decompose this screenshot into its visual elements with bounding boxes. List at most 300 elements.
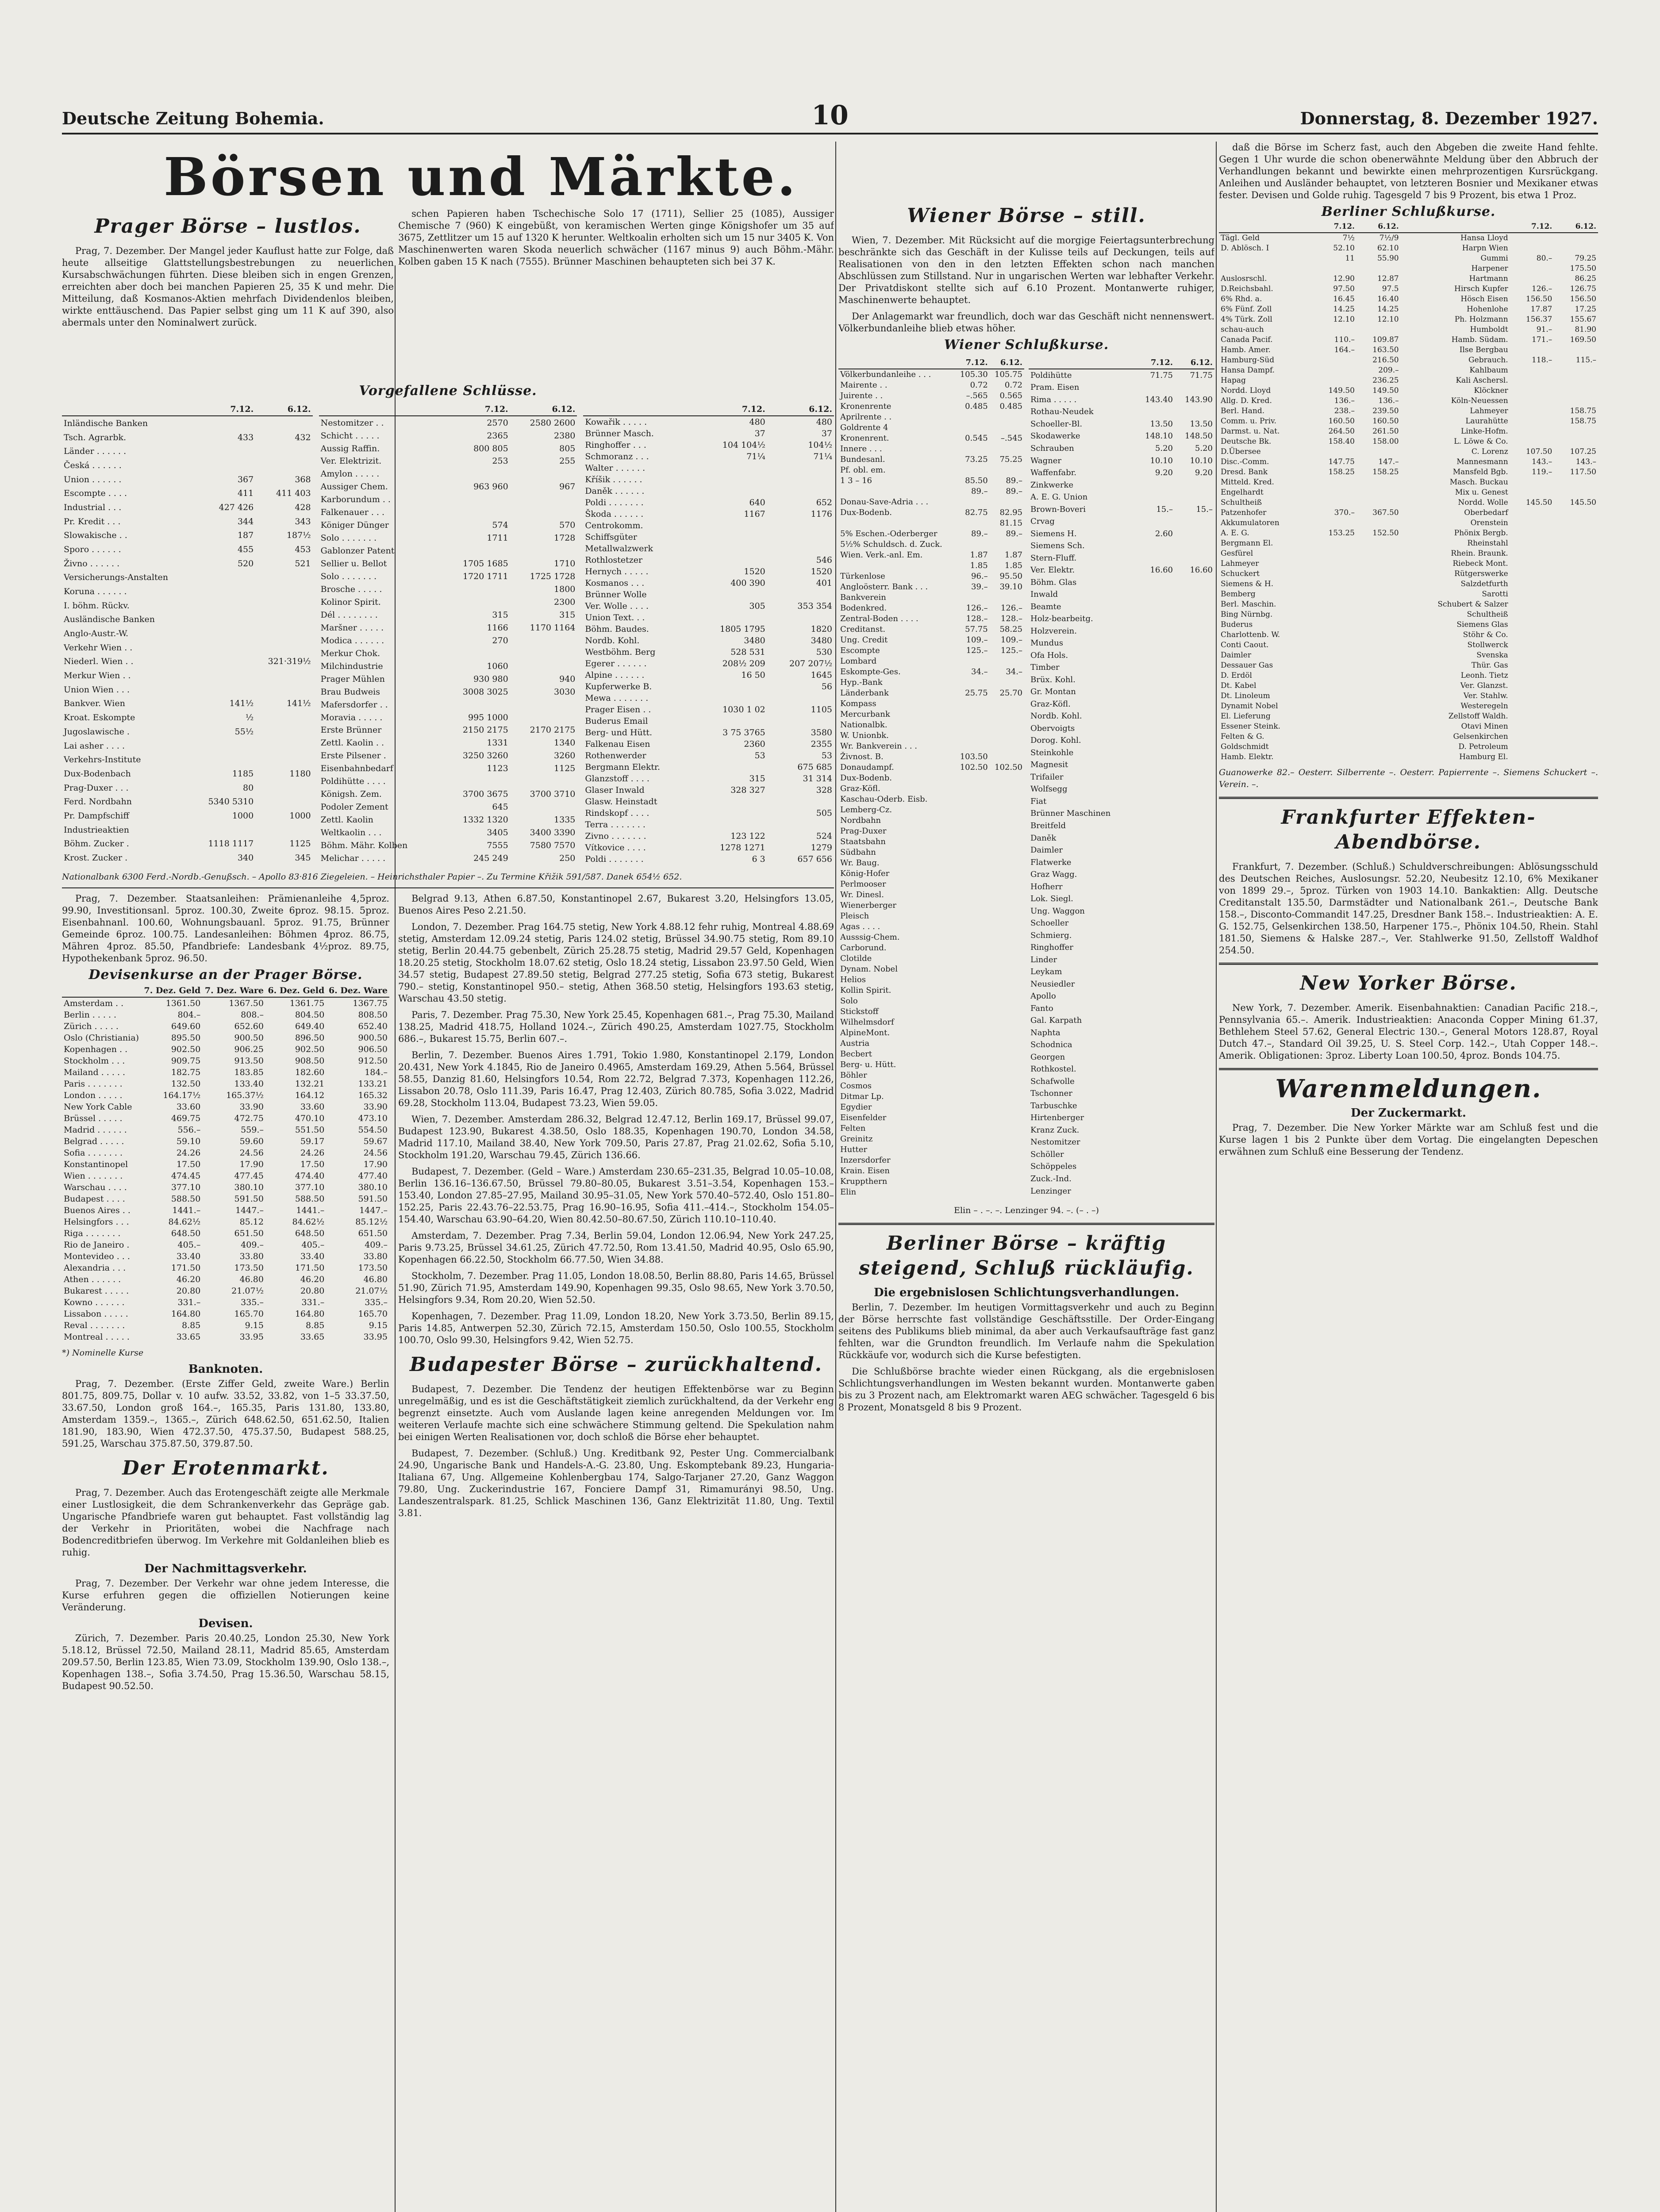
table-row	[1029, 1064, 1214, 1076]
table-cell: Mafersdorfer . .	[320, 699, 388, 710]
table-cell: Terra . . . . . . .	[585, 820, 646, 830]
table-row	[1029, 1014, 1214, 1027]
table-cell: 2365	[487, 430, 508, 441]
berliner-subtitle: Die ergebnislosen Schlichtungsverhandlungen.	[873, 1286, 1180, 1299]
table-row	[319, 788, 577, 801]
table-row	[838, 412, 1024, 422]
table-cell: Versicherungs-Anstalten	[64, 572, 169, 583]
table-cell: Rothau-Neudek	[1030, 407, 1094, 417]
table-cell: 1 3 – 16	[840, 476, 872, 485]
table-cell	[1312, 630, 1356, 640]
table-cell: Brüx. Kohl.	[1030, 675, 1076, 684]
table-cell	[1510, 406, 1554, 416]
table-cell: Poldi . . . . . . .	[585, 498, 644, 507]
table-cell: Eskompte-Ges.	[840, 667, 901, 676]
table-cell	[955, 1155, 989, 1166]
table-cell	[990, 497, 1024, 507]
table-cell: Wr. Baug.	[840, 858, 880, 868]
table-cell: 1118 1117	[208, 839, 254, 849]
table-cell: Hartmann	[1469, 274, 1508, 283]
table-cell	[955, 412, 989, 422]
table-cell	[1554, 742, 1598, 752]
table-cell	[195, 739, 255, 753]
table-cell: Deutsche Bk.	[1221, 437, 1272, 446]
table-row	[1029, 491, 1214, 503]
table-cell: Holz-bearbeitg.	[1030, 614, 1093, 624]
table-row	[838, 656, 1024, 667]
table-row	[1029, 1124, 1214, 1137]
table-row	[838, 953, 1024, 964]
table-row	[319, 647, 577, 660]
table-cell: 33.65	[176, 1332, 201, 1342]
table-cell	[1135, 881, 1175, 893]
table-cell	[1510, 661, 1554, 671]
table-cell: 411 403	[276, 488, 311, 499]
table-row	[1219, 294, 1598, 304]
table-cell	[510, 647, 577, 660]
table-cell: 331.–	[301, 1298, 325, 1307]
col-header: 6.12.	[1356, 221, 1401, 233]
table-row	[1029, 430, 1214, 443]
table-row	[1029, 771, 1214, 783]
table-row	[1219, 549, 1598, 559]
table-cell	[510, 698, 577, 711]
table-cell: Weltkaolin . . .	[320, 828, 382, 838]
table-cell: 9.15	[369, 1321, 388, 1330]
table-cell	[990, 677, 1024, 688]
table-cell	[1554, 386, 1598, 396]
table-cell	[990, 444, 1024, 454]
table-row	[1219, 630, 1598, 640]
table-cell: C. Lorenz	[1471, 447, 1508, 456]
table-row	[838, 688, 1024, 699]
table-row	[1219, 610, 1598, 620]
table-cell: 469.75	[171, 1114, 201, 1123]
table-cell: Sellier u. Bellot	[320, 559, 387, 569]
table-row	[1029, 540, 1214, 552]
table-row	[838, 454, 1024, 465]
table-cell: Hösch Eisen	[1460, 295, 1508, 303]
table-cell	[1356, 264, 1401, 274]
table-cell: 261.50	[1372, 427, 1399, 436]
table-cell: 4% Türk. Zoll	[1221, 315, 1272, 324]
table-cell	[1175, 1173, 1214, 1185]
table-cell	[767, 474, 834, 485]
table-cell: Metallwalzwerk	[585, 544, 653, 553]
table-cell: Berg- u. Hütt.	[840, 1060, 896, 1069]
table-cell	[195, 613, 255, 627]
table-cell: Dél . . . . . . . .	[320, 610, 378, 620]
table-row	[1029, 1051, 1214, 1064]
table-row	[838, 582, 1024, 592]
table-cell	[1175, 929, 1214, 942]
table-cell	[255, 641, 312, 655]
table-cell: Rio de Janeiro .	[64, 1240, 130, 1250]
table-cell: Rothkostel.	[1030, 1064, 1076, 1074]
table-cell	[1175, 686, 1214, 699]
table-cell: Thür. Gas	[1471, 661, 1508, 670]
table-row	[319, 608, 577, 621]
table-cell	[1175, 856, 1214, 869]
table-cell: 321·319½	[268, 657, 311, 667]
table-cell	[1554, 426, 1598, 437]
table-cell: Kříšik . . . . . .	[585, 475, 642, 484]
table-cell	[195, 683, 255, 697]
table-cell: Solo	[840, 996, 858, 1006]
table-cell: 158.75	[1570, 417, 1596, 426]
table-row	[319, 621, 577, 634]
table-cell: 147.75	[1328, 457, 1355, 466]
table-cell: Hyp.-Bank	[840, 678, 883, 687]
table-row	[583, 704, 834, 715]
table-cell	[1175, 1039, 1214, 1052]
table-cell: 2355	[811, 739, 832, 749]
table-cell	[767, 589, 834, 600]
table-cell	[1135, 1088, 1175, 1100]
table-cell	[1356, 671, 1401, 681]
table-row	[62, 1251, 389, 1262]
table-cell	[1554, 376, 1598, 386]
table-cell	[1175, 1185, 1214, 1198]
table-cell: Canada Pacif.	[1221, 335, 1273, 344]
table-cell: 153.25	[1328, 529, 1355, 538]
table-cell: 315	[559, 610, 576, 620]
table-cell: 930 980	[473, 674, 508, 684]
table-cell	[255, 683, 312, 697]
table-row	[1219, 722, 1598, 732]
table-cell	[955, 709, 989, 720]
table-row	[1029, 941, 1214, 954]
table-row	[1219, 640, 1598, 650]
table-cell: Živnost. B.	[840, 752, 884, 761]
zucker-title: Der Zuckermarkt.	[1351, 1106, 1466, 1120]
table-row	[319, 737, 577, 749]
table-cell: 1180	[289, 768, 311, 779]
table-cell: 1332 1320	[462, 815, 508, 825]
table-row	[1029, 382, 1214, 394]
table-cell	[955, 815, 989, 826]
table-cell	[696, 715, 767, 727]
table-cell	[1554, 396, 1598, 406]
table-cell: Breitfeld	[1030, 821, 1066, 830]
table-cell: 164.80	[295, 1309, 325, 1319]
ausland-amsterdam: Amsterdam, 7. Dezember. Prag 7.34, Berlin 59.04, London 12.06.94, New York 247.25, Paris 9.73.25, Brüssel 34.61.25, Zürich 47.72.50, Rom 13.41.50, Madrid 40.95, Oslo 65.90, Kopenhagen 66.22.50, Stockholm 66.77.50, Wien 34.88.	[398, 1230, 834, 1265]
table-row	[1219, 711, 1598, 722]
table-row	[838, 529, 1024, 539]
table-cell: Slowakische . .	[64, 530, 127, 541]
table-cell	[1356, 722, 1401, 732]
table-cell: Hansa Dampf.	[1221, 366, 1275, 375]
table-cell: New York Cable	[64, 1102, 132, 1112]
table-row	[1029, 881, 1214, 893]
table-row	[319, 468, 577, 480]
table-cell	[1135, 808, 1175, 820]
table-row	[1219, 691, 1598, 701]
table-cell: 1520	[811, 567, 832, 576]
table-cell: 377.10	[171, 1183, 201, 1192]
table-cell: 1125	[289, 839, 311, 849]
table-cell	[1356, 488, 1401, 498]
table-cell: Erste Brünner	[320, 725, 382, 735]
table-row	[62, 487, 313, 501]
table-cell	[1175, 941, 1214, 954]
col-header: 6.12.	[510, 403, 577, 416]
table-cell: 152.50	[1372, 529, 1399, 538]
table-row	[838, 380, 1024, 391]
table-cell	[1175, 491, 1214, 503]
table-cell: Paris . . . . . . .	[64, 1079, 123, 1089]
table-cell	[1135, 674, 1175, 686]
table-cell: 3405	[487, 828, 508, 838]
table-cell	[1356, 599, 1401, 610]
table-cell	[510, 506, 577, 519]
table-row	[1219, 599, 1598, 610]
table-cell: Montreal . . . . .	[64, 1332, 130, 1342]
table-cell	[1135, 515, 1175, 528]
table-cell: 0.485	[999, 402, 1022, 411]
table-cell: Wagner	[1030, 456, 1062, 465]
table-cell: 59.10	[176, 1137, 201, 1146]
table-cell: 85.12	[239, 1217, 264, 1227]
table-cell: 253	[492, 456, 508, 466]
table-cell	[510, 545, 577, 557]
table-cell: Gr. Montan	[1030, 687, 1076, 697]
table-cell: 1278 1271	[720, 843, 765, 853]
table-row	[62, 529, 313, 543]
table-cell: Zinkwerke	[1030, 480, 1073, 490]
table-row	[1219, 701, 1598, 711]
table-cell	[1312, 599, 1356, 610]
table-cell: –.565	[966, 391, 988, 400]
table-cell: Svenska	[1476, 651, 1508, 660]
table-cell	[955, 720, 989, 730]
table-row	[1029, 637, 1214, 650]
table-row	[62, 1055, 389, 1067]
table-cell: 900.50	[358, 1033, 388, 1043]
table-cell: Böhm. Zucker .	[64, 839, 129, 849]
table-cell: Beamte	[1030, 602, 1061, 611]
table-cell	[1510, 671, 1554, 681]
table-row	[583, 462, 834, 474]
table-cell: 1441.–	[296, 1206, 325, 1215]
table-cell: 651.50	[234, 1229, 264, 1238]
table-cell	[955, 677, 989, 688]
table-cell: 2380	[554, 430, 576, 441]
table-cell	[1510, 508, 1554, 518]
table-row	[319, 442, 577, 455]
table-cell: Kupferwerke B.	[585, 682, 652, 691]
table-cell	[1135, 576, 1175, 589]
table-cell: Graz Wagg.	[1030, 870, 1077, 879]
table-cell: 125.–	[1000, 646, 1022, 655]
table-cell: Krost. Zucker .	[64, 853, 128, 863]
table-cell	[1510, 549, 1554, 559]
table-cell	[1175, 881, 1214, 893]
table-row	[1029, 394, 1214, 406]
table-cell: 183.85	[234, 1068, 264, 1077]
table-cell: 89.–	[1006, 529, 1022, 538]
table-row	[1029, 832, 1214, 845]
table-cell: 0.72	[1004, 380, 1022, 390]
table-cell: 20.80	[300, 1286, 325, 1296]
table-row	[583, 796, 834, 807]
table-cell: 13.50	[1150, 419, 1173, 429]
table-cell	[510, 775, 577, 788]
vorgef-table-right	[583, 403, 834, 865]
table-cell: 80	[243, 783, 254, 793]
table-cell: 570	[559, 520, 576, 530]
table-cell: 53	[821, 751, 832, 760]
table-row	[1029, 966, 1214, 978]
table-cell: Mercurbank	[840, 710, 890, 719]
table-cell: Kranz Zuck.	[1030, 1125, 1080, 1135]
table-cell: Anglo-Austr.-W.	[64, 629, 129, 639]
table-cell: 160.50	[1328, 417, 1355, 426]
table-row	[838, 1166, 1024, 1176]
table-cell	[1135, 1039, 1175, 1052]
table-cell	[1175, 662, 1214, 674]
table-row	[319, 826, 577, 839]
table-cell: Nordb. Kohl.	[585, 636, 640, 645]
table-cell: 102.50	[995, 763, 1022, 772]
table-cell: 1123	[487, 764, 508, 774]
table-cell: Falkenau Eisen	[585, 739, 650, 749]
table-cell	[1175, 576, 1214, 589]
table-row	[62, 1331, 389, 1343]
devisen2-title: Devisen.	[198, 1617, 253, 1630]
table-row	[1029, 662, 1214, 674]
table-row	[1029, 844, 1214, 856]
table-row	[583, 485, 834, 497]
table-cell: 216.50	[1372, 356, 1399, 365]
table-row	[62, 1021, 389, 1032]
table-cell: 17.50	[176, 1160, 201, 1169]
table-cell	[1175, 698, 1214, 710]
table-cell: 1710	[554, 559, 576, 569]
table-row	[838, 550, 1024, 561]
devisen-title: Devisenkurse an der Prager Börse.	[88, 967, 363, 983]
table-cell	[955, 730, 989, 741]
table-cell: Hamburg-Süd	[1221, 356, 1275, 365]
table-cell: 107.25	[1570, 447, 1596, 456]
table-row	[1029, 552, 1214, 565]
table-cell: Schodnica	[1030, 1040, 1072, 1050]
table-row	[319, 749, 577, 762]
table-cell	[990, 1091, 1024, 1102]
table-row	[838, 518, 1024, 529]
table-cell	[990, 539, 1024, 550]
table-cell	[1175, 649, 1214, 662]
table-row	[1029, 978, 1214, 991]
table-cell: 12.87	[1377, 274, 1399, 283]
table-cell	[1312, 559, 1356, 569]
table-cell: 2.60	[1155, 529, 1173, 538]
table-cell: Bodenkred.	[840, 603, 887, 613]
table-cell	[990, 741, 1024, 752]
table-row	[62, 781, 313, 795]
table-row	[1219, 498, 1598, 508]
table-cell	[1175, 990, 1214, 1002]
table-cell	[955, 592, 989, 603]
table-cell	[955, 1187, 989, 1198]
table-row	[838, 741, 1024, 752]
table-row	[838, 1113, 1024, 1123]
table-cell: 39.10	[999, 582, 1022, 591]
table-cell: 405.–	[301, 1240, 325, 1250]
table-cell: 340	[237, 853, 254, 863]
table-cell	[1135, 1014, 1175, 1027]
table-cell: 1441.–	[172, 1206, 201, 1215]
table-cell: 7½/9	[1379, 234, 1399, 242]
table-cell	[955, 890, 989, 900]
table-row	[319, 711, 577, 724]
table-row	[1219, 559, 1598, 569]
table-cell	[443, 775, 510, 788]
table-cell: Merkur Chok.	[320, 648, 380, 658]
table-cell	[255, 753, 312, 767]
table-cell	[1554, 538, 1598, 549]
table-cell	[1312, 681, 1356, 691]
ausland-text-1: Belgrad 9.13, Athen 6.87.50, Konstantinopel 2.67, Bukarest 3.20, Helsingfors 13.05, Buenos Aires Peso 2.21.50.	[398, 893, 834, 916]
table-cell	[1312, 620, 1356, 630]
table-cell: Zuck.-Ind.	[1030, 1174, 1072, 1183]
table-cell	[1135, 1002, 1175, 1015]
table-cell: 648.50	[295, 1229, 325, 1238]
table-cell: Stollwerck	[1467, 641, 1508, 649]
table-cell: Rütgerswerke	[1454, 569, 1508, 578]
table-cell	[1356, 610, 1401, 620]
table-cell	[1175, 540, 1214, 552]
table-cell	[1510, 528, 1554, 538]
table-cell: Kollin Spirit.	[840, 986, 891, 995]
table-cell	[1356, 630, 1401, 640]
table-cell	[1554, 243, 1598, 253]
table-cell	[955, 985, 989, 996]
table-row	[838, 422, 1024, 433]
table-cell: Neusiedler	[1030, 979, 1075, 989]
table-cell: Tarbuschke	[1030, 1101, 1077, 1110]
wiener-title: Wiener Börse – still.	[907, 204, 1146, 227]
table-row	[1029, 954, 1214, 966]
table-row	[1029, 528, 1214, 540]
table-row	[583, 658, 834, 669]
table-row	[62, 795, 313, 809]
table-row	[1219, 396, 1598, 406]
table-cell: Angloösterr. Bank . . .	[840, 582, 928, 591]
table-cell	[1312, 742, 1356, 752]
table-row	[583, 508, 834, 520]
ausland-budapest: Budapest, 7. Dezember. (Geld – Ware.) Amsterdam 230.65–231.35, Belgrad 10.05–10.08, Berlin 136.16–136.67.50, Brüssel 79.80–80.05, Bukarest 3.51–3.54, Kopenhagen 153.–153.40, London 27.85–27.95, Mailand 30.95–31.05, New York 570.40–572.40, Oslo 151.80–152.25, Paris 22.43.76–22.53.75, Prag 16.90–16.95, Sofia 411.–414.–, Stockholm 154.05–154.40, Warschau 63.90–64.20, Wien 80.42.50–80.67.50, Zürich 110.10–110.40.	[398, 1166, 834, 1225]
table-cell	[696, 462, 767, 474]
table-cell: 71.75	[1150, 370, 1173, 380]
table-cell	[1135, 1027, 1175, 1039]
table-row	[1219, 437, 1598, 447]
table-cell	[1135, 990, 1175, 1002]
table-cell	[510, 801, 577, 814]
table-cell	[990, 1113, 1024, 1123]
table-cell: 143.90	[1185, 395, 1213, 404]
table-cell	[955, 1017, 989, 1028]
table-cell: Obervoigts	[1030, 723, 1075, 733]
table-cell: 559.–	[241, 1125, 264, 1135]
table-cell: Alexandria . . .	[64, 1263, 126, 1273]
table-cell: 84.62½	[292, 1217, 325, 1227]
table-cell	[990, 752, 1024, 762]
table-cell: Hirtenberger	[1030, 1113, 1084, 1123]
table-cell: Inzersdorfer	[840, 1156, 891, 1165]
table-cell: Bergmann Elektr.	[585, 762, 661, 772]
table-cell	[1135, 941, 1175, 954]
